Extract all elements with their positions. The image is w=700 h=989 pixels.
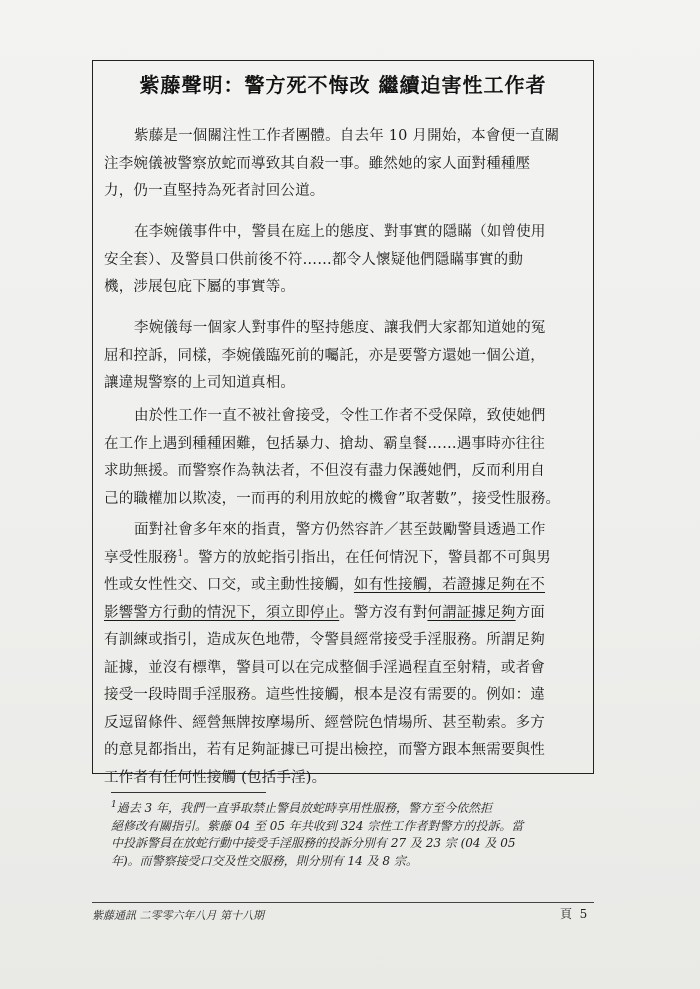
footnote-mark: 1 (111, 800, 117, 810)
text-run: 方面 (515, 604, 546, 621)
paragraph-line: 在李婉儀事件中，警員在庭上的態度、對事實的隱瞞（如曾使用 (134, 224, 546, 240)
paragraph-line (104, 545, 584, 573)
text-run: 享受性服務 (104, 549, 178, 566)
paragraph-line: 求助無援。而警察作為執法者，不但沒有盡力保護她們，反而利用自 (104, 463, 545, 479)
footnote-line: 中投訴警員在放蛇行動中接受手淫服務的投訴分別有 27 及 23 宗 (04 及 05 (111, 836, 516, 850)
text-run: 。警方的放蛇指引指出，在任何情況下，警員都不可與男 (183, 549, 551, 566)
footnote-divider (111, 792, 266, 793)
paragraph-3 (104, 315, 584, 398)
paragraph-line: 注李婉儀被警察放蛇而導致其自殺一事。雖然她的家人面對種種壓 (104, 155, 531, 172)
paragraph-line: 証據，並沒有標準，警員可以在完成整個手淫過程直至射精，或者會 (104, 659, 545, 676)
paragraph-line (104, 572, 584, 600)
page-label: 頁 (560, 907, 573, 921)
paragraph-line: 面對社會多年來的指責，警方仍然容許／甚至鼓勵警員透過工作 (134, 522, 546, 538)
paragraph-line: 讓違規警察的上司知道真相。 (104, 375, 296, 391)
paragraph-line: 有訓練或指引，造成灰色地帶，令警員經常接受手淫服務。所謂足夠 (104, 632, 545, 648)
paragraph-1 (104, 123, 584, 206)
paragraph-line: 屈和控訴，同樣，李婉儀臨死前的囑託，亦是要警方還她一個公道， (104, 347, 545, 364)
paragraph-4 (104, 403, 584, 513)
page-number-value: 5 (579, 907, 588, 921)
paragraph-line: 反逗留條件、經營無牌按摩場所、經營院色情場所、甚至勒索。多方 (104, 714, 545, 731)
paragraph-line: 紫藤是一個關注性工作者團體。自去年 10 月開始，本會便一直關 (134, 128, 560, 144)
paragraph-5 (104, 517, 584, 792)
paragraph-line: 接受一段時間手淫服務。這些性接觸，根本是沒有需要的。例如：違 (104, 687, 545, 703)
paragraph-line: 安全套）、及警員口供前後不符……都令人懷疑他們隱瞞事實的動 (104, 251, 524, 268)
footnote (111, 800, 591, 870)
paragraph-line: 機，涉展包庇下屬的事實等。 (104, 279, 296, 295)
page-number (560, 905, 587, 922)
underlined-text: 影響警方行動的情況下，須立即停止 (104, 604, 340, 621)
paragraph-line: 李婉儀每一個家人對事件的堅持態度、讓我們大家都知道她的冤 (134, 320, 546, 336)
footer-divider (92, 902, 594, 903)
text-run: 。警方沒有對 (339, 604, 428, 621)
paragraph-line: 己的職權加以欺凌，一而再的利用放蛇的機會”取著數”，接受性服務。 (104, 490, 561, 507)
underlined-text: 何謂証據足夠 (427, 604, 516, 621)
text-run: 性或女性性交、口交，或主動性接觸， (104, 577, 354, 593)
paragraph-line (104, 600, 584, 628)
text-run: 過去 3 年，我們一直爭取禁止警員放蛇時享用性服務，警方至今依然拒 (116, 801, 493, 815)
footnote-ref: 1 (177, 548, 184, 559)
paragraph-line: 力，仍一直堅持為死者討回公道。 (104, 183, 325, 199)
paragraph-2 (104, 219, 584, 302)
paragraph-line: 在工作上遇到種種困難，包括暴力、搶劫、霸皇餐……遇事時亦往往 (104, 435, 545, 452)
footnote-line: 年)。而警察接受口交及性交服務，則分別有 14 及 8 宗。 (111, 853, 418, 868)
paragraph-line: 由於性工作一直不被社會接受，令性工作者不受保障，致使她們 (134, 408, 546, 424)
statement-title: 紫藤聲明：警方死不悔改 繼續迫害性工作者 (139, 73, 547, 97)
footnote-line (111, 800, 591, 818)
paragraph-line: 的意見都指出，若有足夠証據已可提出檢控，而警方跟本無需要與性 (104, 742, 545, 758)
newsletter-issue: 紫藤通訊 二零零六年八月 第十八期 (92, 909, 264, 922)
paragraph-line: 工作者有任何性接觸 (包括手淫)。 (104, 769, 327, 786)
statement-box (92, 60, 594, 786)
footnote-line: 絕修改有關指引。紫藤 04 至 05 年共收到 324 宗性工作者對警方的投訴。當 (111, 818, 524, 833)
underlined-text: 如有性接觸，若證據足夠在不 (353, 577, 546, 593)
